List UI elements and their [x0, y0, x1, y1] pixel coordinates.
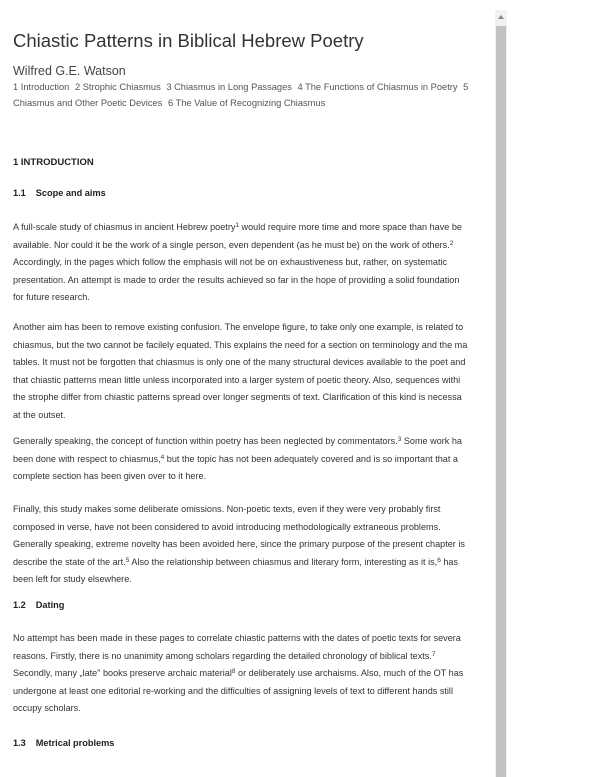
- paragraph: [13, 501, 495, 589]
- text-line: Generally speaking, the concept of function within poetry has been neglected by commentators.$^3$ Some work ha: [13, 436, 462, 446]
- subsection-heading-block: [13, 188, 495, 198]
- footnote-ref[interactable]: 8: [231, 668, 236, 675]
- text-line: presentation. An attempt is made to order the results achieved so far in the hope of providing a solid foundation: [13, 274, 460, 285]
- text-line: available. Nor could it be the work of a single person, even dependent (as he must be) on the work of others.$^2$: [13, 239, 454, 250]
- subsection-heading: [13, 738, 495, 748]
- text-line: describe the state of the art.$^5$ Also the relationship between chiasmus and literary form, interesting as it is,$^6$ has: [13, 556, 459, 567]
- text-line: the strophe differ from chiastic patterns spread over longer segments of text. Clarification of this kind is necessa: [13, 392, 462, 402]
- toc-link[interactable]: 1 Introduction: [13, 82, 70, 92]
- document-title: Chiastic Patterns in Biblical Hebrew Poetry: [13, 30, 364, 51]
- footnote-ref[interactable]: 1: [235, 222, 240, 229]
- toc-link[interactable]: 4 The Functions of Chiasmus in Poetry: [297, 82, 458, 92]
- paragraph: [13, 630, 495, 718]
- text-line: Another aim has been to remove existing confusion. The envelope figure, to take only one example, is related to: [13, 322, 464, 332]
- subsection-heading-block: [13, 738, 495, 748]
- text-line: composed in verse, have not been considered to avoid introducing methodologically extraneous problems.: [13, 521, 441, 532]
- text-line: Secondly, many „late" books preserve archaic material$^8$ or deliberately use archaisms. Also, much of the OT has: [13, 668, 464, 678]
- subsection-heading-block: [13, 600, 495, 610]
- text-line: Finally, this study makes some deliberate omissions. Non-poetic texts, even if they were very probably first: [13, 504, 441, 514]
- toc-link[interactable]: 5 Chiasmus and Other Poetic Devices: [13, 82, 469, 108]
- section-heading-block: [13, 157, 495, 168]
- section-heading: 1 INTRODUCTION: [13, 157, 94, 168]
- subsection-number: 1.3: [13, 738, 26, 748]
- subsection-title: Dating: [35, 600, 65, 610]
- text-line: for future research.: [13, 292, 90, 302]
- footnote-ref[interactable]: 2: [449, 239, 454, 247]
- text-line: at the outset.: [13, 409, 66, 420]
- footnote-ref[interactable]: 7: [431, 650, 436, 658]
- text-line: been left for study elsewhere.: [13, 574, 132, 584]
- text-line: tables. It must not be forgotten that chiasmus is only one of the many structural devices available to the poet and: [13, 357, 466, 367]
- footnote-ref[interactable]: 4: [160, 453, 165, 461]
- text-line: Accordingly, in the pages which follow the emphasis will not be on exhaustiveness but, rather, on systematic: [13, 257, 448, 267]
- text-line: chiasmus, but the two cannot be facilely equated. This explains the need for a section on terminology and the ma: [13, 339, 468, 350]
- paragraph: [13, 219, 495, 307]
- text-line: reasons. Firstly, there is no unanimity among scholars regarding the detailed chronology of biblical texts.$^7$: [13, 650, 436, 661]
- footnote-ref[interactable]: 6: [437, 556, 441, 564]
- subsection-number: 1.2: [13, 600, 26, 610]
- subsection-number: 1.1: [13, 188, 26, 198]
- scrollbar-thumb[interactable]: [496, 26, 506, 777]
- subsection-title: Scope and aims: [35, 188, 106, 198]
- text-line: Generally speaking, extreme novelty has been avoided here, since the primary purpose of the present chapter is: [13, 539, 465, 549]
- footnote-ref[interactable]: 5: [125, 556, 130, 564]
- text-line: been done with respect to chiasmus,$^4$ but the topic has not been adequately covered and is so important that a: [13, 453, 458, 464]
- text-line: No attempt has been made in these pages to correlate chiastic patterns with the dates of poetic texts for severa: [13, 633, 461, 643]
- subsection-title: Metrical problems: [35, 738, 115, 748]
- text-line: undergone at least one editorial re-working and the difficulties of assigning levels of text to different hands still: [13, 685, 453, 696]
- scroll-up-arrow-icon[interactable]: [495, 10, 507, 24]
- subsection-heading: [13, 188, 495, 198]
- paragraph: [13, 319, 495, 424]
- toc-link[interactable]: 3 Chiasmus in Long Passages: [166, 82, 292, 92]
- document-author: Wilfred G.E. Watson: [13, 64, 126, 78]
- subsection-heading: [13, 600, 495, 610]
- paragraph: [13, 433, 495, 486]
- vertical-scrollbar[interactable]: [495, 10, 507, 777]
- text-line: A full-scale study of chiasmus in ancient Hebrew poetry$^1$ would require more time and more space than have be: [13, 222, 462, 232]
- toc-link[interactable]: 2 Strophic Chiasmus: [74, 82, 161, 92]
- text-line: occupy scholars.: [13, 703, 81, 713]
- toc-link[interactable]: 6 The Value of Recognizing Chiasmus: [167, 98, 326, 108]
- text-line: that chiastic patterns mean little unless incorporated into a larger system of poetic theory. Also, sequences withi: [13, 374, 461, 385]
- table-of-contents: [13, 79, 495, 111]
- footnote-ref[interactable]: 3: [397, 436, 402, 443]
- text-line: complete section has been given over to it here.: [13, 471, 207, 481]
